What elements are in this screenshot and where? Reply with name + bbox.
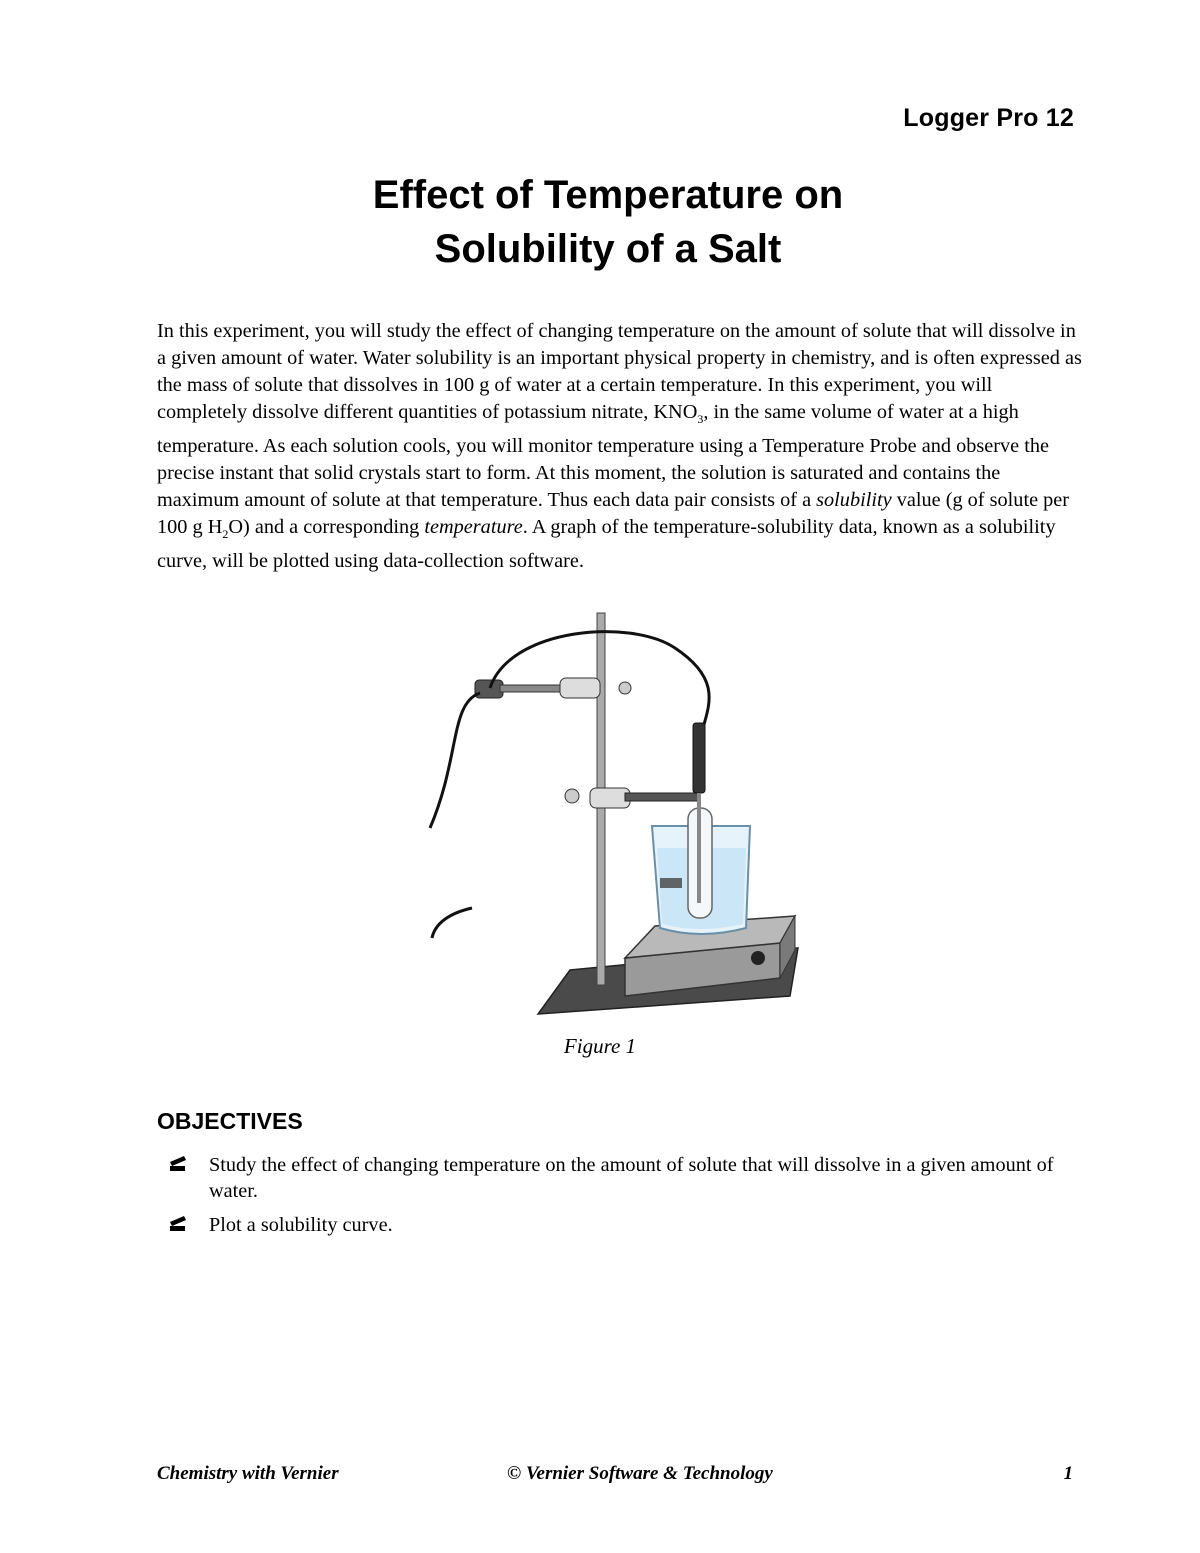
title-line-2: Solubility of a Salt [434, 227, 782, 271]
subscript-2: 2 [222, 527, 229, 542]
apparatus-figure [420, 608, 810, 1020]
emphasis-temperature: temperature [424, 516, 523, 539]
intro-text-2: , in the same volume of water at a high temperature. As each solution cools, you will monitor temperature using a Temperature Probe and observe the precise instant that solid crystals start to form. At this moment, the solution is saturated and contains the maximum amount of solute at that temperature. Thus each data pair consists of a [157, 401, 1050, 512]
header-label: Logger Pro 12 [903, 104, 1074, 132]
cable-loose-end [430, 693, 480, 828]
temperature-probe [693, 723, 705, 793]
page-title [0, 168, 1200, 276]
upper-clamp-jaw [560, 678, 600, 698]
figure-caption: Figure 1 [563, 1034, 637, 1058]
list-item [157, 1152, 1077, 1204]
intro-text-4: O) and a corresponding [228, 516, 425, 539]
footer-copyright: © Vernier Software & Technology [507, 1463, 773, 1484]
lower-clamp-jaw [590, 788, 630, 808]
intro-paragraph [157, 318, 1087, 575]
pencil-bullet-icon [169, 1214, 187, 1232]
page-footer [157, 1463, 1073, 1489]
apparatus-illustration [420, 608, 810, 1020]
list-item [157, 1212, 1077, 1238]
emphasis-solubility: solubility [816, 489, 892, 512]
title-line-1: Effect of Temperature on [372, 173, 844, 217]
pencil-bullet-icon [169, 1154, 187, 1172]
intro-text-5: . A graph of the temperature-solubility data, known as a solubility curve, will be plotted using data-collection software. [157, 516, 1056, 573]
knob-icon [751, 951, 765, 965]
footer-book-title: Chemistry with Vernier [157, 1463, 339, 1484]
objectives-heading: OBJECTIVES [157, 1108, 303, 1134]
page-number: 1 [1063, 1463, 1073, 1484]
upper-clamp-handle [475, 680, 503, 698]
objective-text: Plot a solubility curve. [209, 1214, 393, 1236]
intro-text-3: value (g of solute per 100 g H [157, 489, 1070, 539]
intro-text-1: In this experiment, you will study the effect of changing temperature on the amount of solute that will dissolve in a given amount of water. Water solubility is an important physical property in chemistry, and is often expressed as the mass of solute that dissolves in 100 g of water at a certain temperature. In this experiment, you will completely dissolve different quantities of potassium nitrate, KNO [157, 320, 1082, 423]
lower-clamp-arm [625, 793, 700, 801]
subscript-3: 3 [697, 412, 704, 427]
objective-text: Study the effect of changing temperature on the amount of solute that will dissolve in a given amount of water. [209, 1154, 1054, 1202]
objectives-list [157, 1152, 1077, 1246]
